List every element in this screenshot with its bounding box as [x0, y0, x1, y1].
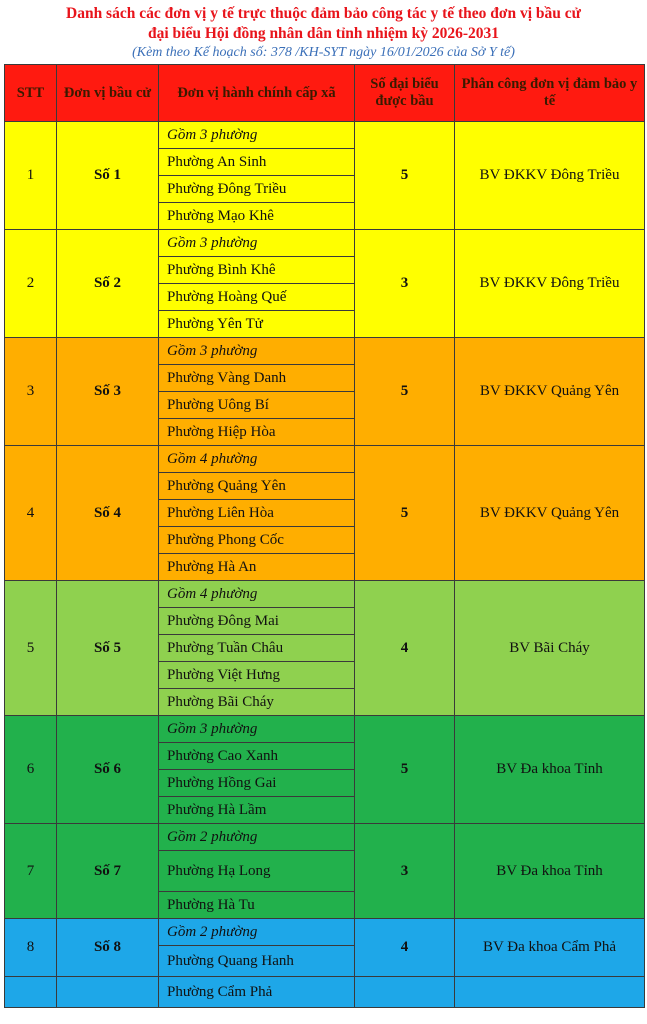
- document-subtitle: (Kèm theo Kế hoạch số: 378 /KH-SYT ngày 16/01/2026 của Sở Y tế): [132, 45, 515, 60]
- row-stt: 2: [5, 230, 57, 338]
- ward-cell: Phường Đông Mai: [159, 608, 355, 635]
- ward-cell: Phường Yên Tử: [159, 311, 355, 338]
- row-hosp: BV Bãi Cháy: [455, 581, 645, 716]
- ward-summary: Gồm 3 phường: [159, 716, 355, 743]
- row-stt: 5: [5, 581, 57, 716]
- ward-cell: Phường Phong Cốc: [159, 527, 355, 554]
- row-num: 3: [355, 230, 455, 338]
- row-unit: Số 7: [57, 824, 159, 919]
- ward-summary: Gồm 4 phường: [159, 446, 355, 473]
- ward-cell: Phường Hồng Gai: [159, 770, 355, 797]
- ward-summary: Gồm 2 phường: [159, 824, 355, 851]
- ward-cell: Phường Hiệp Hòa: [159, 419, 355, 446]
- row-unit: Số 3: [57, 338, 159, 446]
- row-unit: Số 1: [57, 122, 159, 230]
- ward-cell: Phường Hà Lầm: [159, 797, 355, 824]
- row-unit: Số 2: [57, 230, 159, 338]
- table-header-row: [5, 65, 645, 122]
- row-unit: Số 4: [57, 446, 159, 581]
- row-num: 3: [355, 824, 455, 919]
- row-hosp: BV ĐKKV Quảng Yên: [455, 338, 645, 446]
- ward-cell: Phường Bãi Cháy: [159, 689, 355, 716]
- header-ward: Đơn vị hành chính cấp xã: [159, 65, 355, 122]
- document-title: [0, 0, 647, 44]
- ward-cell: Phường An Sinh: [159, 149, 355, 176]
- table-row: [5, 919, 645, 946]
- ward-summary: Gồm 3 phường: [159, 230, 355, 257]
- row-hosp: BV ĐKKV Quảng Yên: [455, 446, 645, 581]
- title-line-1: Danh sách các đơn vị y tế trực thuộc đảm bảo công tác y tế theo đơn vị bầu cử: [66, 5, 581, 22]
- row-num: 5: [355, 716, 455, 824]
- header-num: Số đại biểu được bầu: [355, 65, 455, 122]
- row-stt: 1: [5, 122, 57, 230]
- ward-cell: Phường Tuần Châu: [159, 635, 355, 662]
- row-unit: Số 6: [57, 716, 159, 824]
- table-row: [5, 824, 645, 851]
- row-hosp: BV Đa khoa Tỉnh: [455, 824, 645, 919]
- header-stt: STT: [5, 65, 57, 122]
- row-num: 5: [355, 338, 455, 446]
- ward-cell: Phường Hoàng Quế: [159, 284, 355, 311]
- header-hosp: Phân công đơn vị đảm bảo y tế: [455, 65, 645, 122]
- table-row: [5, 230, 645, 257]
- empty-cell: [355, 977, 455, 1008]
- ward-cell: Phường Đông Triều: [159, 176, 355, 203]
- title-line-2: đại biểu Hội đồng nhân dân tỉnh nhiệm kỳ 2026-2031: [147, 25, 499, 42]
- table-row: [5, 446, 645, 473]
- row-stt: 7: [5, 824, 57, 919]
- ward-cell: Phường Liên Hòa: [159, 500, 355, 527]
- ward-cell: Phường Quang Hanh: [159, 946, 355, 977]
- row-num: 5: [355, 446, 455, 581]
- ward-cell: Phường Hạ Long: [159, 851, 355, 892]
- row-hosp: BV Đa khoa Tỉnh: [455, 716, 645, 824]
- ward-cell: Phường Quảng Yên: [159, 473, 355, 500]
- table-row: [5, 122, 645, 149]
- ward-summary: Gồm 2 phường: [159, 919, 355, 946]
- ward-cell: Phường Mạo Khê: [159, 203, 355, 230]
- ward-cell: Phường Vàng Danh: [159, 365, 355, 392]
- ward-summary: Gồm 3 phường: [159, 122, 355, 149]
- row-num: 4: [355, 919, 455, 977]
- assignment-table: [4, 64, 645, 1008]
- row-stt: 3: [5, 338, 57, 446]
- ward-cell: Phường Hà An: [159, 554, 355, 581]
- table-row: [5, 581, 645, 608]
- ward-cell: Phường Cẩm Phả: [159, 977, 355, 1008]
- header-unit: Đơn vị bầu cử: [57, 65, 159, 122]
- row-hosp: BV Đa khoa Cẩm Phả: [455, 919, 645, 977]
- table-row: [5, 338, 645, 365]
- empty-cell: [5, 977, 57, 1008]
- ward-cell: Phường Việt Hưng: [159, 662, 355, 689]
- table-row: [5, 716, 645, 743]
- row-num: 4: [355, 581, 455, 716]
- row-unit: Số 5: [57, 581, 159, 716]
- row-unit: Số 8: [57, 919, 159, 977]
- empty-cell: [57, 977, 159, 1008]
- ward-cell: Phường Bình Khê: [159, 257, 355, 284]
- row-stt: 4: [5, 446, 57, 581]
- row-stt: 6: [5, 716, 57, 824]
- ward-summary: Gồm 4 phường: [159, 581, 355, 608]
- ward-cell: Phường Uông Bí: [159, 392, 355, 419]
- ward-cell: Phường Hà Tu: [159, 892, 355, 919]
- ward-cell: Phường Cao Xanh: [159, 743, 355, 770]
- row-num: 5: [355, 122, 455, 230]
- ward-summary: Gồm 3 phường: [159, 338, 355, 365]
- row-stt: 8: [5, 919, 57, 977]
- row-hosp: BV ĐKKV Đông Triều: [455, 122, 645, 230]
- empty-cell: [455, 977, 645, 1008]
- row-hosp: BV ĐKKV Đông Triều: [455, 230, 645, 338]
